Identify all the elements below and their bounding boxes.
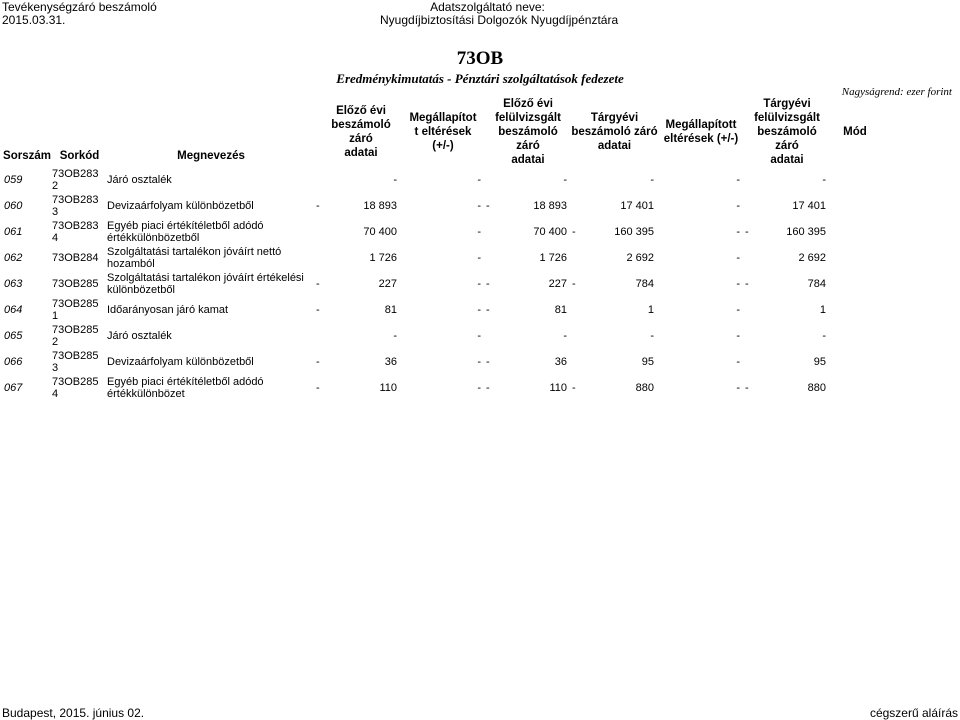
row-value-2: - xyxy=(477,174,481,186)
row-value-1: 1 726 xyxy=(369,252,397,264)
sorkod-line: 73OB283 xyxy=(52,220,99,232)
row-sorkod xyxy=(52,375,107,401)
table-row xyxy=(2,297,880,323)
page-subtitle: Eredménykimutatás - Pénztári szolgáltatások fedezete xyxy=(336,71,624,86)
row-value-1: 36 xyxy=(384,356,397,368)
row-flag-5 xyxy=(658,297,668,323)
row-flag-5 xyxy=(658,323,668,349)
row-megnevezes xyxy=(107,245,315,271)
col-sorszam: Sorszám xyxy=(3,150,51,162)
row-flag-4: - xyxy=(572,278,576,290)
row-flag-2 xyxy=(401,167,411,193)
sorkod-line: 73OB283 xyxy=(52,194,99,206)
row-mod xyxy=(830,349,880,375)
row-value-1: - xyxy=(393,330,397,342)
row-flag-4 xyxy=(571,297,581,323)
provider-name: Nyugdíjbiztosítási Dolgozók Nyugdíjpénztára xyxy=(380,13,619,27)
report-date: 2015.03.31. xyxy=(2,13,66,27)
row-value-5: - xyxy=(736,356,740,368)
row-flag-6 xyxy=(744,349,754,375)
row-value-6: 160 395 xyxy=(786,226,826,238)
megnevezes-line: Szolgáltatási tartalékon jóváírt nettó xyxy=(107,246,282,258)
row-value-5: - xyxy=(736,382,740,394)
row-mod xyxy=(830,219,880,245)
col-prev-audited: Előző évi felülvizsgált beszámoló záró adatai xyxy=(495,98,561,166)
row-value-6: 1 xyxy=(819,304,826,316)
row-flag-1: - xyxy=(316,278,320,290)
row-value-3: 1 726 xyxy=(539,252,567,264)
row-value-3: 70 400 xyxy=(533,226,567,238)
megnevezes-line: Devizaárfolyam különbözetből xyxy=(107,356,254,368)
row-flag-4: - xyxy=(572,382,576,394)
megnevezes-line: különbözetből xyxy=(107,284,175,296)
row-flag-3 xyxy=(485,245,495,271)
sorkod-line: 2 xyxy=(52,180,59,192)
row-flag-2 xyxy=(401,193,411,219)
row-value-2: - xyxy=(477,304,481,316)
row-flag-1 xyxy=(315,167,325,193)
row-sorkod xyxy=(52,167,107,193)
row-flag-2 xyxy=(401,219,411,245)
row-value-5: - xyxy=(736,278,740,290)
row-megnevezes xyxy=(107,219,315,245)
row-sorkod xyxy=(52,219,107,245)
row-flag-2 xyxy=(401,375,411,401)
row-value-2: - xyxy=(477,278,481,290)
unit-note: Nagyságrend: ezer forint xyxy=(841,86,952,98)
row-flag-5 xyxy=(658,193,668,219)
row-sorszam: 059 xyxy=(4,174,23,186)
report-name: Tevékenységzáró beszámoló xyxy=(2,0,157,14)
table-row xyxy=(2,219,880,245)
row-flag-3: - xyxy=(486,200,490,212)
row-flag-4: - xyxy=(572,226,576,238)
row-value-5: - xyxy=(736,226,740,238)
row-value-2: - xyxy=(477,200,481,212)
row-flag-1: - xyxy=(316,356,320,368)
row-value-6: - xyxy=(822,174,826,186)
row-value-3: 81 xyxy=(554,304,567,316)
row-sorkod xyxy=(52,245,107,271)
report-type xyxy=(2,1,157,27)
row-flag-3: - xyxy=(486,278,490,290)
row-flag-6 xyxy=(744,193,754,219)
megnevezes-line: Szolgáltatási tartalékon jóváírt értékelési xyxy=(107,272,304,284)
row-sorkod xyxy=(52,271,107,297)
row-value-2: - xyxy=(477,356,481,368)
row-mod xyxy=(830,193,880,219)
megnevezes-line: hozamból xyxy=(107,258,155,270)
row-flag-5 xyxy=(658,271,668,297)
data-table xyxy=(2,97,880,401)
col-megnevezes: Megnevezés xyxy=(177,150,245,162)
row-flag-4 xyxy=(571,349,581,375)
row-flag-6: - xyxy=(745,278,749,290)
row-value-3: - xyxy=(563,330,567,342)
row-value-4: 160 395 xyxy=(614,226,654,238)
sorkod-line: 73OB284 xyxy=(52,252,99,264)
row-flag-4 xyxy=(571,193,581,219)
row-mod xyxy=(830,375,880,401)
sorkod-line: 73OB285 xyxy=(52,324,99,336)
row-value-4: 1 xyxy=(647,304,654,316)
sorkod-line: 3 xyxy=(52,362,59,374)
col-prev-diff: Megállapítot t eltérések (+/-) xyxy=(409,112,477,152)
row-sorszam: 063 xyxy=(4,278,23,290)
row-value-6: 880 xyxy=(807,382,826,394)
row-value-1: 110 xyxy=(379,382,397,394)
footer-place-date: Budapest, 2015. június 02. xyxy=(2,706,145,720)
megnevezes-line: Egyéb piaci értékítéletből adódó xyxy=(107,376,264,388)
row-value-3: 227 xyxy=(548,278,567,290)
row-megnevezes xyxy=(107,193,315,219)
page-title: 73OB xyxy=(456,48,504,69)
row-sorkod xyxy=(52,297,107,323)
row-value-6: 784 xyxy=(807,278,826,290)
sorkod-line: 73OB285 xyxy=(52,278,99,290)
row-mod xyxy=(830,167,880,193)
row-flag-5 xyxy=(658,219,668,245)
col-curr-diff: Megállapított eltérések (+/-) xyxy=(663,119,739,145)
row-flag-4 xyxy=(571,323,581,349)
row-flag-3 xyxy=(485,219,495,245)
col-mod: Mód xyxy=(843,126,867,138)
row-value-2: - xyxy=(477,382,481,394)
row-value-5: - xyxy=(736,330,740,342)
row-flag-3: - xyxy=(486,356,490,368)
row-flag-6 xyxy=(744,167,754,193)
row-sorszam: 067 xyxy=(4,382,23,394)
sorkod-line: 1 xyxy=(52,310,59,322)
row-flag-3: - xyxy=(486,382,490,394)
row-mod xyxy=(830,271,880,297)
table-header-row xyxy=(2,97,880,167)
row-flag-3: - xyxy=(486,304,490,316)
megnevezes-line: értékkülönbözetből xyxy=(107,232,200,244)
row-flag-3 xyxy=(485,167,495,193)
row-value-4: 17 401 xyxy=(620,200,654,212)
row-value-1: 70 400 xyxy=(363,226,397,238)
row-value-4: 784 xyxy=(635,278,654,290)
row-value-1: 81 xyxy=(384,304,397,316)
row-flag-6 xyxy=(744,297,754,323)
sorkod-line: 3 xyxy=(52,206,59,218)
megnevezes-line: Járó osztalék xyxy=(107,330,172,342)
row-value-5: - xyxy=(736,200,740,212)
row-megnevezes xyxy=(107,297,315,323)
row-value-6: 17 401 xyxy=(792,200,826,212)
row-value-2: - xyxy=(477,226,481,238)
row-value-1: 18 893 xyxy=(363,200,397,212)
megnevezes-line: Devizaárfolyam különbözetből xyxy=(107,200,254,212)
row-sorszam: 064 xyxy=(4,304,23,316)
table-row xyxy=(2,193,880,219)
row-flag-2 xyxy=(401,271,411,297)
row-value-5: - xyxy=(736,174,740,186)
row-sorszam: 060 xyxy=(4,200,23,212)
row-flag-6: - xyxy=(745,382,749,394)
row-flag-5 xyxy=(658,167,668,193)
row-flag-4 xyxy=(571,167,581,193)
row-value-5: - xyxy=(736,304,740,316)
row-flag-2 xyxy=(401,323,411,349)
row-sorszam: 062 xyxy=(4,252,23,264)
col-curr-audited: Tárgyévi felülvizsgált beszámoló záró adatai xyxy=(754,98,820,166)
row-flag-2 xyxy=(401,297,411,323)
col-sorkod: Sorkód xyxy=(59,150,100,162)
provider-block xyxy=(380,0,619,27)
col-prev-year: Előző évi beszámoló záró adatai xyxy=(331,105,391,159)
row-megnevezes xyxy=(107,323,315,349)
table-row xyxy=(2,271,880,297)
row-sorszam: 066 xyxy=(4,356,23,368)
megnevezes-line: értékkülönbözet xyxy=(107,388,185,400)
row-value-3: - xyxy=(563,174,567,186)
row-sorkod xyxy=(52,349,107,375)
row-megnevezes xyxy=(107,349,315,375)
sorkod-line: 73OB285 xyxy=(52,298,99,310)
table-row xyxy=(2,323,880,349)
row-value-4: - xyxy=(650,330,654,342)
row-flag-1: - xyxy=(316,382,320,394)
row-megnevezes xyxy=(107,271,315,297)
row-value-6: 95 xyxy=(813,356,826,368)
megnevezes-line: Egyéb piaci értékítéletből adódó xyxy=(107,220,264,232)
row-flag-6 xyxy=(744,323,754,349)
row-value-4: 2 692 xyxy=(626,252,654,264)
provider-label: Adatszolgáltató neve: xyxy=(430,0,545,14)
row-value-6: - xyxy=(822,330,826,342)
megnevezes-line: Járó osztalék xyxy=(107,174,172,186)
table-row xyxy=(2,245,880,271)
sorkod-line: 4 xyxy=(52,388,59,400)
row-value-5: - xyxy=(736,252,740,264)
row-flag-4 xyxy=(571,245,581,271)
row-value-2: - xyxy=(477,330,481,342)
table-row xyxy=(2,375,880,401)
row-megnevezes xyxy=(107,375,315,401)
sorkod-line: 73OB285 xyxy=(52,376,99,388)
row-value-3: 18 893 xyxy=(533,200,567,212)
row-flag-1 xyxy=(315,323,325,349)
row-value-4: 880 xyxy=(635,382,654,394)
row-flag-1 xyxy=(315,245,325,271)
row-value-3: 36 xyxy=(554,356,567,368)
row-mod xyxy=(830,245,880,271)
col-curr-year: Tárgyévi beszámoló záró adatai xyxy=(571,112,658,152)
row-flag-3 xyxy=(485,323,495,349)
row-megnevezes xyxy=(107,167,315,193)
row-flag-1 xyxy=(315,219,325,245)
row-value-3: 110 xyxy=(549,382,567,394)
row-flag-6: - xyxy=(745,226,749,238)
row-mod xyxy=(830,323,880,349)
sorkod-line: 2 xyxy=(52,336,59,348)
row-value-2: - xyxy=(477,252,481,264)
table-row xyxy=(2,167,880,193)
megnevezes-line: Időarányosan járó kamat xyxy=(107,304,229,316)
row-mod xyxy=(830,297,880,323)
row-value-4: - xyxy=(650,174,654,186)
row-sorkod xyxy=(52,193,107,219)
row-value-1: - xyxy=(393,174,397,186)
table-row xyxy=(2,349,880,375)
sorkod-line: 73OB285 xyxy=(52,350,99,362)
row-flag-2 xyxy=(401,349,411,375)
row-value-6: 2 692 xyxy=(798,252,826,264)
row-sorszam: 061 xyxy=(4,226,23,238)
row-flag-5 xyxy=(658,375,668,401)
footer-signature: cégszerű aláírás xyxy=(869,706,958,720)
sorkod-line: 4 xyxy=(52,232,59,244)
row-flag-6 xyxy=(744,245,754,271)
row-value-4: 95 xyxy=(641,356,654,368)
sorkod-line: 73OB283 xyxy=(52,168,99,180)
row-flag-1: - xyxy=(316,200,320,212)
row-sorszam: 065 xyxy=(4,330,23,342)
row-flag-1: - xyxy=(316,304,320,316)
row-flag-5 xyxy=(658,349,668,375)
row-flag-2 xyxy=(401,245,411,271)
row-sorkod xyxy=(52,323,107,349)
row-flag-5 xyxy=(658,245,668,271)
row-value-1: 227 xyxy=(378,278,397,290)
